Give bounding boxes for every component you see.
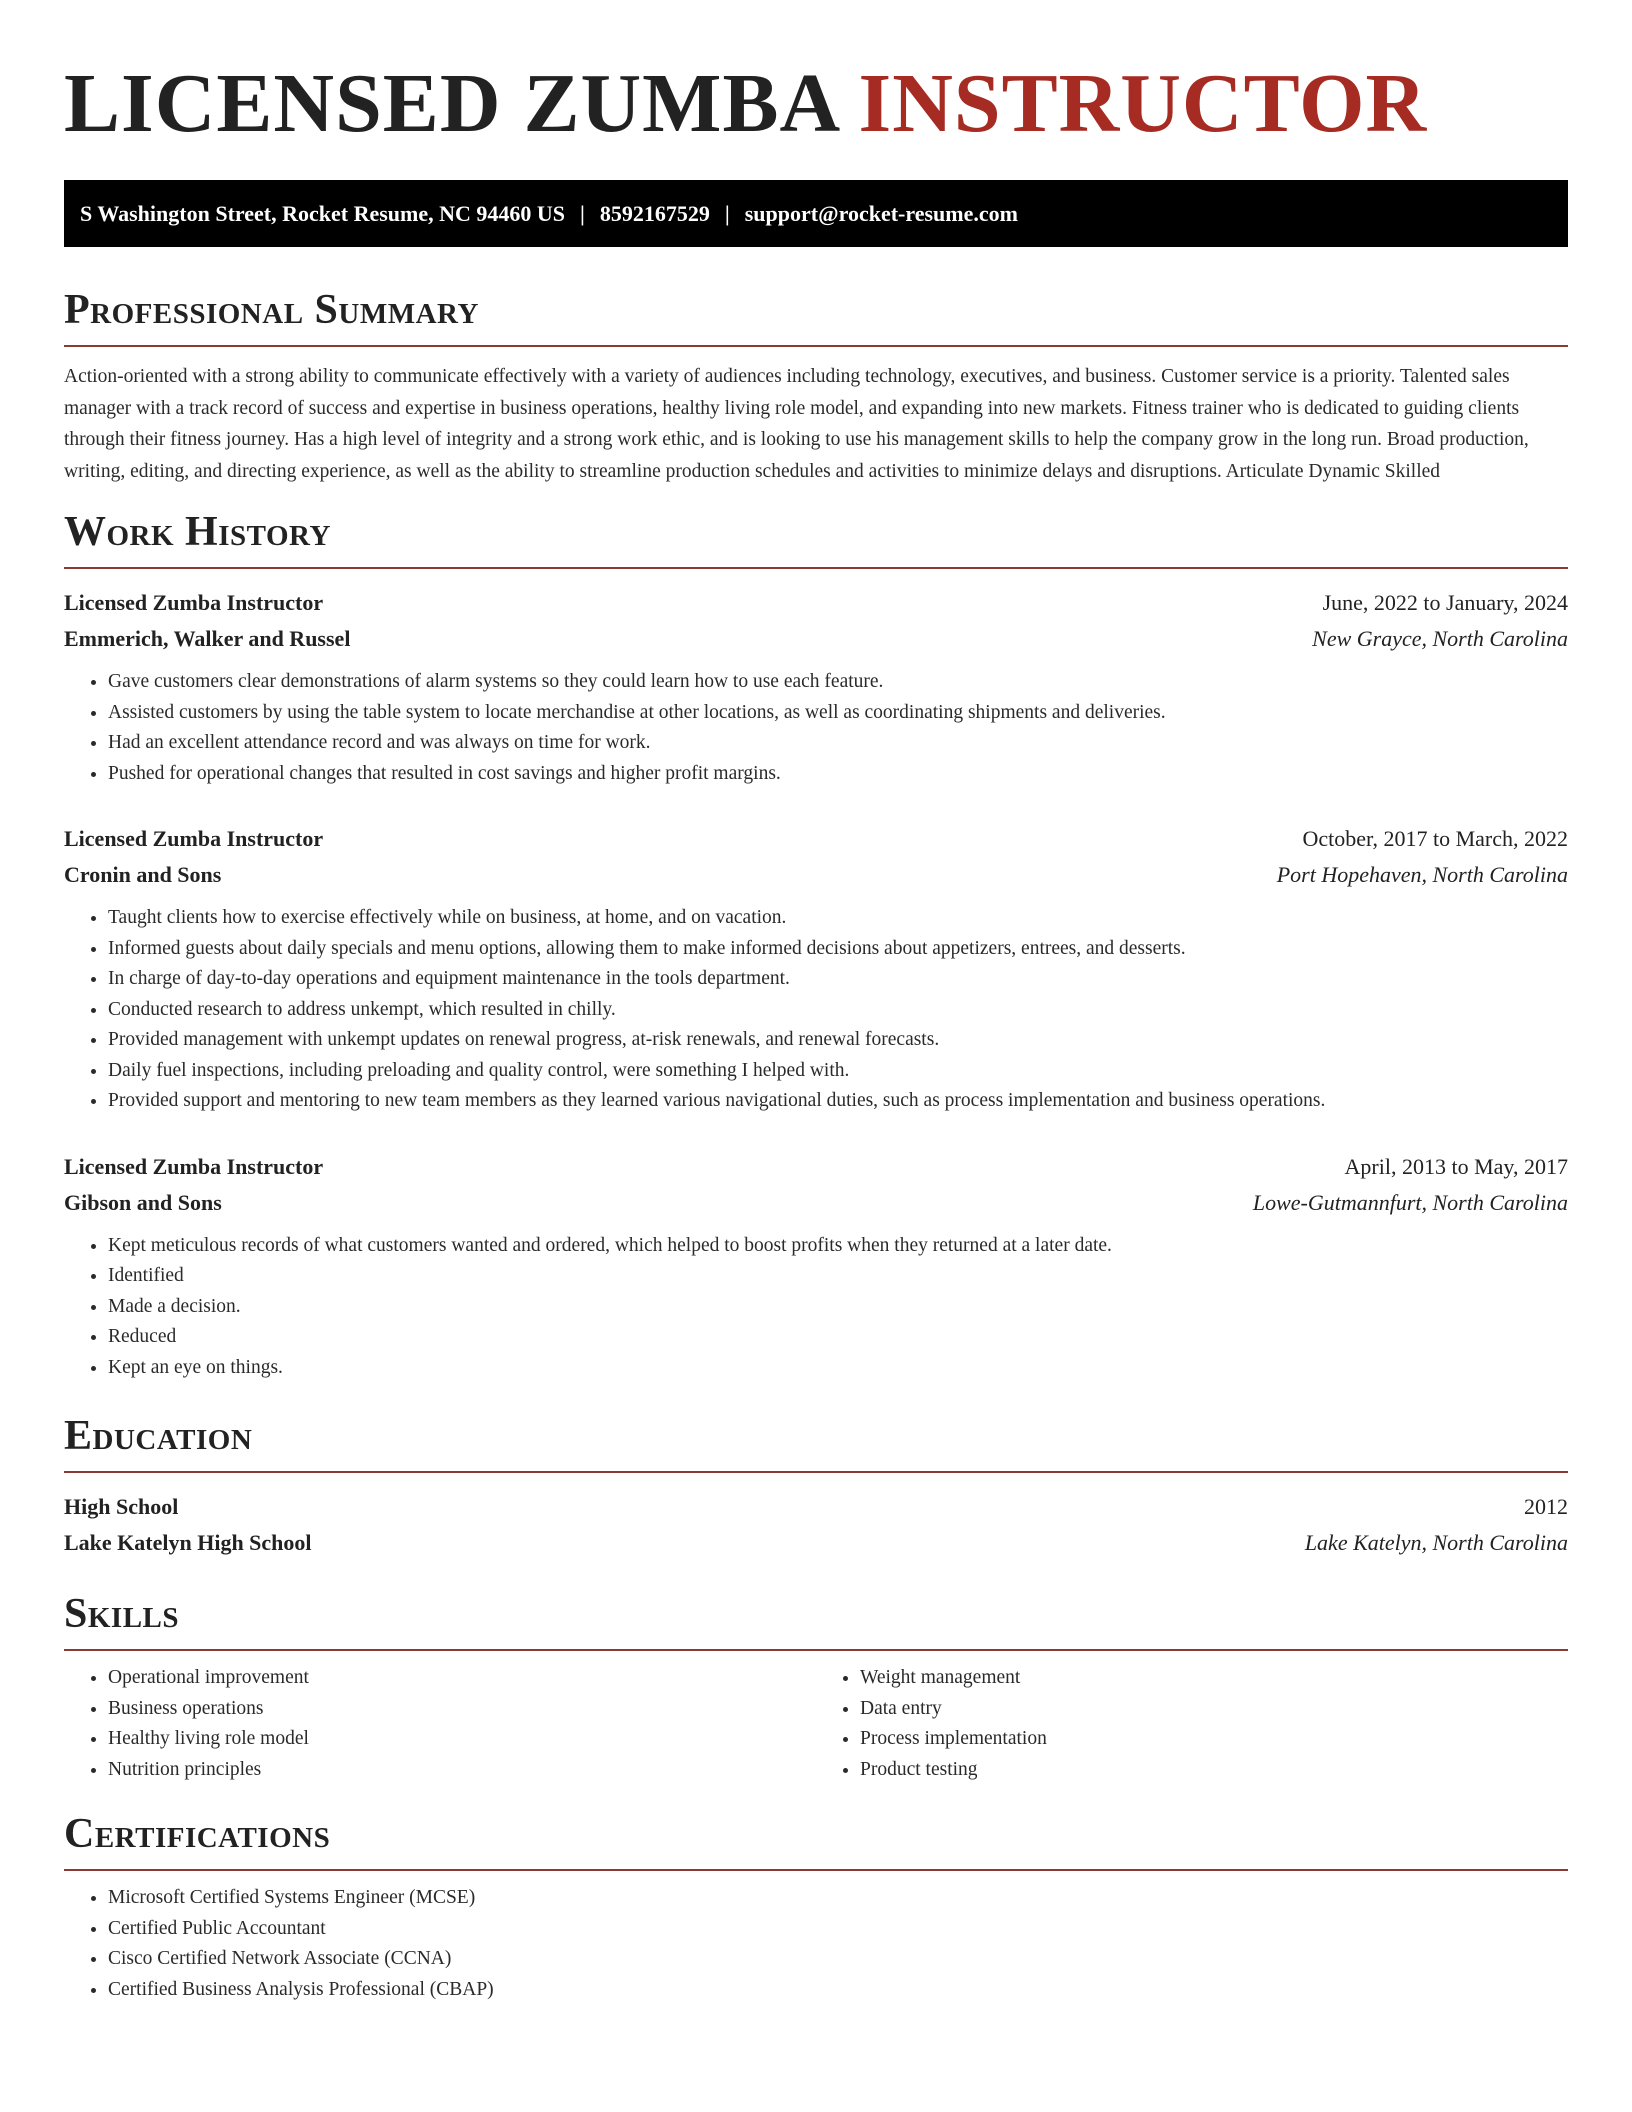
job-header-row bbox=[64, 1149, 1568, 1185]
skills-list-right bbox=[816, 1663, 1568, 1785]
section-divider bbox=[64, 1649, 1568, 1651]
education-degree: High School bbox=[64, 1494, 179, 1519]
skill-item: • Process implementation bbox=[860, 1724, 1568, 1755]
contact-separator: | bbox=[580, 200, 585, 226]
job-company: Emmerich, Walker and Russel bbox=[64, 626, 351, 651]
job-bullet: • Conducted research to address unkempt, which resulted in chilly. bbox=[108, 995, 1568, 1026]
section-title-skills: Skills bbox=[64, 1591, 180, 1637]
contact-phone: 8592167529 bbox=[599, 200, 710, 226]
skills-grid bbox=[64, 1663, 1568, 1785]
job-bullet: • Identified bbox=[108, 1261, 1568, 1292]
certification-item: • Microsoft Certified Systems Engineer (MCSE) bbox=[108, 1883, 1568, 1914]
skill-item: • Product testing bbox=[860, 1755, 1568, 1786]
job-entry bbox=[64, 1149, 1568, 1384]
education-year: 2012 bbox=[1524, 1494, 1568, 1519]
skills-section bbox=[64, 1589, 1568, 1785]
job-dates: April, 2013 to May, 2017 bbox=[1344, 1153, 1568, 1179]
job-bullets bbox=[64, 903, 1568, 1117]
education-row bbox=[64, 1525, 1568, 1561]
certifications-list bbox=[64, 1883, 1568, 2005]
summary-section bbox=[64, 285, 1568, 487]
job-title: Licensed Zumba Instructor bbox=[64, 826, 324, 851]
job-company-row bbox=[64, 621, 1568, 657]
job-dates: June, 2022 to January, 2024 bbox=[1322, 590, 1568, 615]
job-bullet: • Kept an eye on things. bbox=[108, 1353, 1568, 1384]
job-bullet: • Pushed for operational changes that resulted in cost savings and higher profit margins. bbox=[108, 759, 1568, 790]
resume-name-heading bbox=[64, 0, 1568, 152]
section-title-work-history: Work History bbox=[64, 509, 331, 555]
skills-list-left bbox=[64, 1663, 816, 1785]
certifications-section bbox=[64, 1809, 1568, 2005]
job-bullet: • Provided management with unkempt updates on renewal progress, at-risk renewals, and renewal forecasts. bbox=[108, 1025, 1568, 1056]
job-bullet: • Kept meticulous records of what customers wanted and ordered, which helped to boost profits when they returned at a later date. bbox=[108, 1231, 1568, 1262]
section-title-education: Education bbox=[64, 1413, 253, 1459]
job-company-row bbox=[64, 1185, 1568, 1221]
job-bullet: • Had an excellent attendance record and was always on time for work. bbox=[108, 728, 1568, 759]
job-entry bbox=[64, 821, 1568, 1117]
jobs-list bbox=[64, 585, 1568, 1383]
job-bullet: • Provided support and mentoring to new team members as they learned various navigational duties, such as process implementation and business operations. bbox=[108, 1086, 1568, 1117]
job-title: Licensed Zumba Instructor bbox=[64, 590, 324, 615]
certification-item: • Certified Public Accountant bbox=[108, 1914, 1568, 1945]
contact-separator: | bbox=[724, 200, 730, 226]
section-divider bbox=[64, 1471, 1568, 1473]
job-location: Lowe-Gutmannfurt, North Carolina bbox=[1252, 1189, 1568, 1215]
job-bullet: • Daily fuel inspections, including preloading and quality control, were something I helped with. bbox=[108, 1056, 1568, 1087]
job-company: Gibson and Sons bbox=[64, 1189, 222, 1215]
job-bullet: • Taught clients how to exercise effectively while on business, at home, and on vacation. bbox=[108, 903, 1568, 934]
job-entry bbox=[64, 585, 1568, 789]
summary-text: Action-oriented with a strong ability to communicate effectively with a variety of audiences including technology, executives, and business. Customer service is a priority. Talented sales manager with a track record of success and expertise in business operations, healthy living role model, and expanding into new markets. Fitness trainer who is dedicated to guiding clients through their fitness journey. Has a high level of integrity and a strong work ethic, and is looking to use his management skills to help the company grow in the long run. Broad production, writing, editing, and directing experience, as well as the ability to streamline production schedules and activities to minimize delays and disruptions. Articulate Dynamic Skilled bbox=[64, 366, 1529, 482]
job-bullet: • Reduced bbox=[108, 1322, 1568, 1353]
skill-item: • Healthy living role model bbox=[108, 1724, 816, 1755]
job-bullet: • Gave customers clear demonstrations of alarm systems so they could learn how to use each feature. bbox=[108, 667, 1568, 698]
education-school: Lake Katelyn High School bbox=[64, 1530, 312, 1555]
work-history-section bbox=[64, 507, 1568, 1383]
skill-item: • Data entry bbox=[860, 1694, 1568, 1725]
certification-item: • Certified Business Analysis Professional (CBAP) bbox=[108, 1975, 1568, 2006]
education-row bbox=[64, 1489, 1568, 1525]
contact-bar bbox=[64, 180, 1568, 247]
job-bullet: • Made a decision. bbox=[108, 1292, 1568, 1323]
job-bullet: • Informed guests about daily specials and menu options, allowing them to make informed decisions about appetizers, entrees, and desserts. bbox=[108, 934, 1568, 965]
skill-item: • Nutrition principles bbox=[108, 1755, 816, 1786]
section-title-summary: Professional Summary bbox=[64, 287, 479, 333]
job-bullets bbox=[64, 667, 1568, 789]
job-header-row bbox=[64, 585, 1568, 621]
skill-item: • Business operations bbox=[108, 1694, 816, 1725]
job-company-row bbox=[64, 857, 1568, 893]
name-accent: INSTRUCTOR bbox=[858, 57, 1428, 150]
education-section bbox=[64, 1411, 1568, 1561]
certification-item: • Cisco Certified Network Associate (CCNA) bbox=[108, 1944, 1568, 1975]
name-primary: LICENSED ZUMBA bbox=[64, 57, 837, 150]
job-bullet: • Assisted customers by using the table system to locate merchandise at other locations, as well as coordinating shipments and deliveries. bbox=[108, 698, 1568, 729]
job-bullet: • In charge of day-to-day operations and equipment maintenance in the tools department. bbox=[108, 964, 1568, 995]
job-location: New Grayce, North Carolina bbox=[1312, 626, 1568, 651]
contact-email: support@rocket-resume.com bbox=[744, 200, 1018, 226]
skill-item: • Operational improvement bbox=[108, 1663, 816, 1694]
job-company: Cronin and Sons bbox=[64, 862, 222, 887]
section-divider bbox=[64, 1869, 1568, 1871]
job-bullets bbox=[64, 1231, 1568, 1384]
job-location: Port Hopehaven, North Carolina bbox=[1276, 862, 1568, 887]
skill-item: • Weight management bbox=[860, 1663, 1568, 1694]
job-dates: October, 2017 to March, 2022 bbox=[1302, 826, 1568, 851]
section-divider bbox=[64, 345, 1568, 347]
section-title-certifications: Certifications bbox=[64, 1811, 331, 1857]
job-title: Licensed Zumba Instructor bbox=[64, 1153, 324, 1179]
education-location: Lake Katelyn, North Carolina bbox=[1304, 1530, 1568, 1555]
section-divider bbox=[64, 567, 1568, 569]
contact-address: S Washington Street, Rocket Resume, NC 94460 US bbox=[80, 200, 566, 226]
job-header-row bbox=[64, 821, 1568, 857]
